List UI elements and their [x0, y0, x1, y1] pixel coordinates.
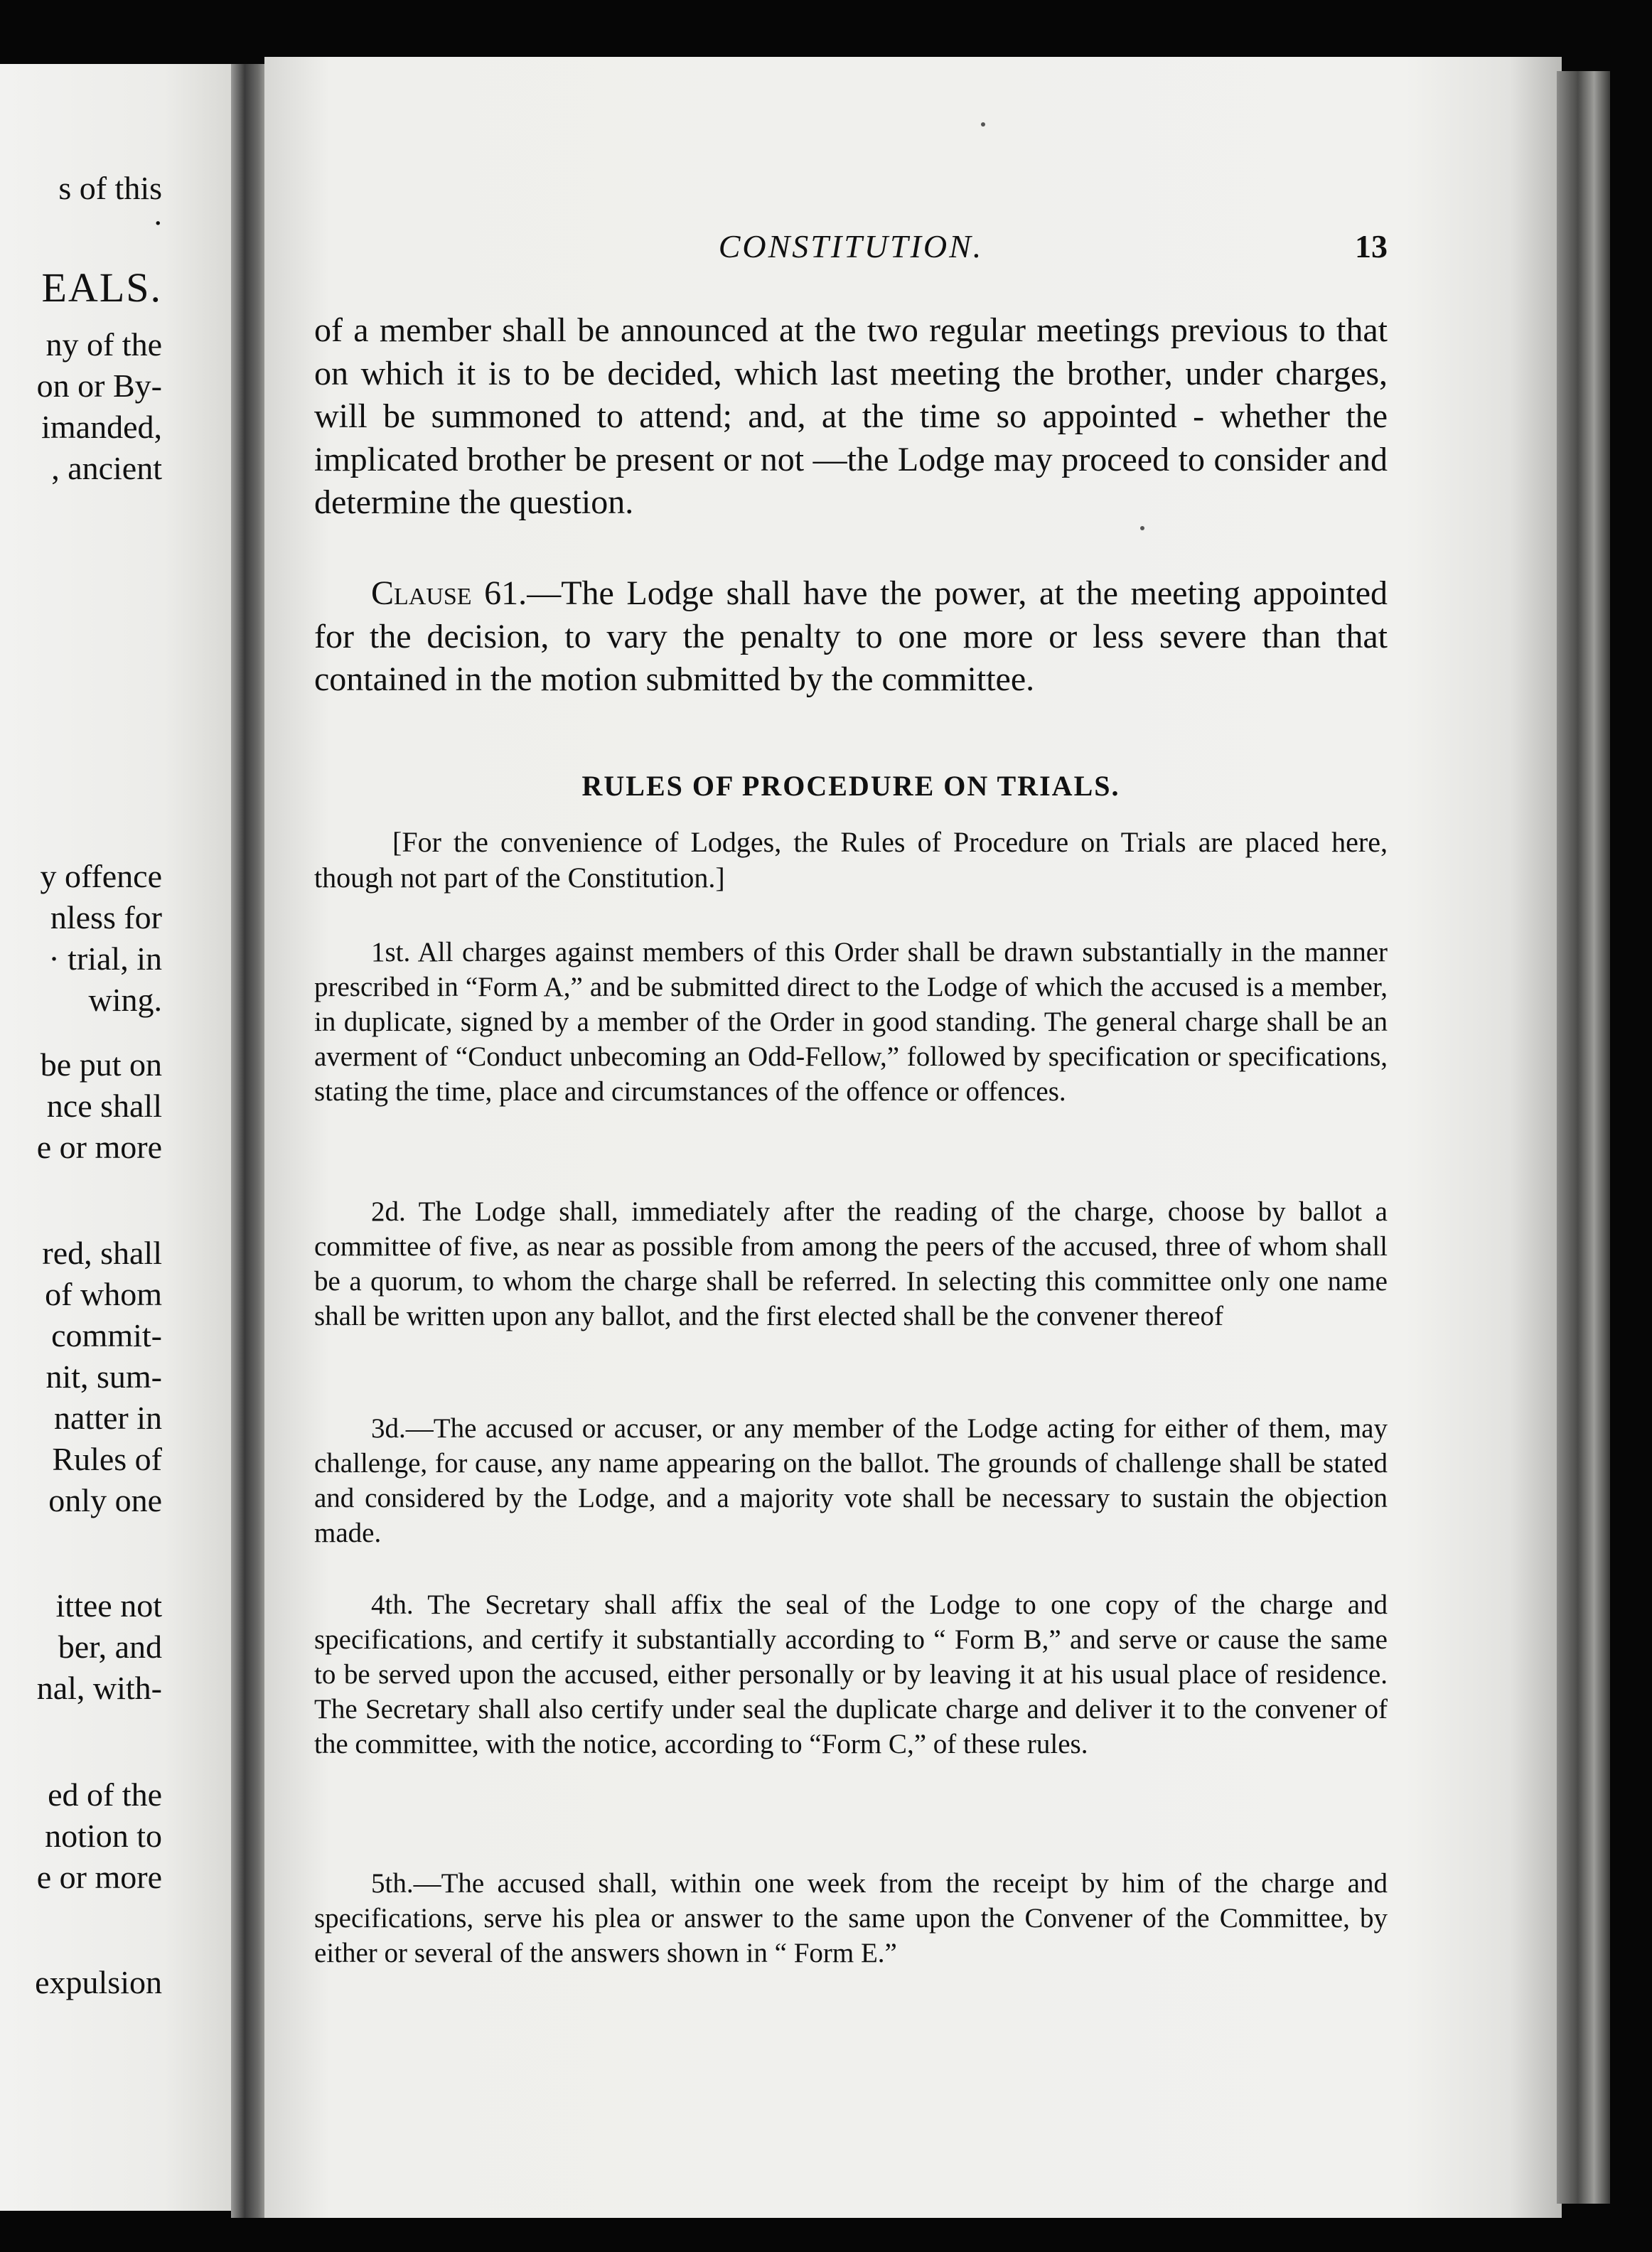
- left-page-line: nce shall: [46, 1088, 162, 1124]
- left-page-line: nless for: [50, 899, 162, 935]
- running-title: CONSTITUTION.: [718, 228, 984, 264]
- left-page-line: e or more: [36, 1859, 162, 1895]
- page-edge: [1557, 71, 1610, 2204]
- left-page-line: on or By-: [36, 368, 162, 404]
- paper-speck: [1140, 526, 1144, 530]
- rules-heading: RULES OF PROCEDURE ON TRIALS.: [581, 770, 1120, 802]
- left-page-line: ny of the: [45, 326, 162, 363]
- left-page-line: be put on: [40, 1046, 162, 1083]
- left-page-line: natter in: [54, 1400, 162, 1436]
- rules-note: [For the convenience of Lodges, the Rules of Procedure on Trials are placed here, though not part of the Constitution.]: [314, 826, 1388, 894]
- paper-speck: [981, 122, 985, 127]
- left-page-line: ed of the: [48, 1776, 162, 1813]
- left-page-line: , ancient: [51, 450, 162, 486]
- left-page-line: nal, with-: [36, 1670, 162, 1706]
- left-page-line: wing.: [88, 982, 162, 1018]
- left-page-line: imanded,: [41, 409, 162, 445]
- rule-3d: 3d.—The accused or accuser, or any member of the Lodge acting for either of them, may challenge, for cause, any name appearing on the ballot. The grounds of challenge shall be stated and considered by the Lodge, and a majority vote shall be necessary to sustain the objection made.: [314, 1413, 1388, 1548]
- right-page: [264, 57, 1562, 2218]
- left-page-line: Rules of: [52, 1441, 162, 1477]
- clause-61-label: Clause 61.: [371, 574, 527, 612]
- rule-1st: 1st. All charges against members of this Order shall be drawn substantially in the manner prescribed in “Form A,” and be submitted direct to the Lodge of which the accused is a member, in duplicate, signed by a member of the Order in good standing. The general charge shall be an averment of “Conduct unbecoming an Odd-Fellow,” followed by specification or specifications, stating the time, place and circumstances of the offence or offences.: [314, 937, 1388, 1107]
- page-number: 13: [1355, 228, 1388, 264]
- left-page-heading-fragment: EALS.: [41, 264, 162, 311]
- left-page: [0, 64, 235, 2211]
- left-page-line: notion to: [45, 1818, 162, 1854]
- opening-paragraph: of a member shall be announced at the two regular meetings previous to that on which it is to be decided, which last meeting the brother, under charges, will be summoned to attend; and, at the time so appointed - whether the implicated brother be present or not —the Lodge may proceed to consider and determine the question.: [314, 311, 1388, 521]
- left-page-line: y offence: [40, 858, 162, 894]
- left-page-line: nit, sum-: [45, 1358, 162, 1395]
- rule-4th: 4th. The Secretary shall affix the seal of the Lodge to one copy of the charge and specifications, and certify it substantially according to “ Form B,” and serve or cause the same to be served upon the accused, either personally or by leaving it at his usual place of residence. The Secretary shall also certify under seal the duplicate charge and deliver it to the convener of the committee, with the notice, according to “Form C,” of these rules.: [314, 1589, 1388, 1759]
- left-page-line: commit-: [51, 1317, 162, 1353]
- left-page-line: ber, and: [58, 1629, 162, 1665]
- left-page-line: · trial, in: [48, 940, 162, 977]
- running-head: [314, 227, 1388, 270]
- clause-61-text: —The Lodge shall have the power, at the meeting appointed for the decision, to vary the penalty to one more or less severe than that contained in the motion submitted by the committee.: [314, 574, 1388, 698]
- rule-5th: 5th.—The accused shall, within one week from the receipt by him of the charge and specifications, serve his plea or answer to the same upon the Convener of the Committee, by either or several of the answers shown in “ Form E.”: [314, 1868, 1388, 1968]
- left-page-line: expulsion: [35, 1964, 162, 2000]
- left-page-line: .: [154, 195, 162, 232]
- left-page-line: ittee not: [55, 1587, 162, 1624]
- left-page-line: s of this: [58, 170, 162, 206]
- left-page-line: only one: [48, 1482, 162, 1518]
- rule-2d: 2d. The Lodge shall, immediately after the reading of the charge, choose by ballot a committee of five, as near as possible from among the peers of the accused, three of whom shall be a quorum, to whom the charge shall be referred. In selecting this committee only one name shall be written upon any ballot, and the first elected shall be the convener thereof: [314, 1196, 1388, 1331]
- left-page-line: red, shall: [42, 1235, 162, 1271]
- left-page-line: of whom: [45, 1276, 162, 1312]
- clause-61-paragraph: [314, 572, 1388, 702]
- left-page-line: e or more: [36, 1129, 162, 1165]
